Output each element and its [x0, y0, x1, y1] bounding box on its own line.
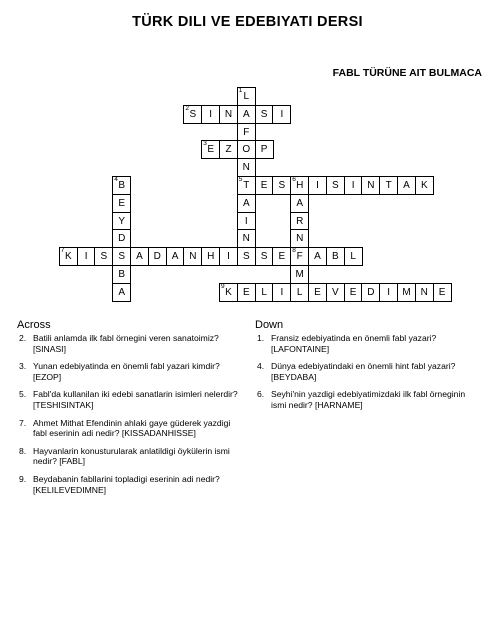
cell-letter: S	[242, 251, 250, 263]
down-clue	[257, 361, 467, 382]
cell-letter: E	[242, 286, 250, 298]
crossword-cell	[112, 247, 131, 266]
crossword-cell	[237, 176, 256, 195]
across-clue	[19, 333, 244, 354]
cell-letter: E	[278, 251, 286, 263]
cell-letter: S	[100, 251, 108, 263]
crossword-cell	[379, 176, 398, 195]
crossword-cell	[112, 176, 131, 195]
crossword-cell	[201, 247, 220, 266]
cell-letter: A	[118, 286, 126, 298]
cell-letter: D	[118, 233, 126, 245]
across-clue	[19, 389, 244, 410]
cell-letter: N	[296, 233, 304, 245]
clue-number: 7.	[19, 417, 27, 428]
crossword-cell	[237, 229, 256, 248]
puzzle-subtitle: FABL TÜRÜNE AIT BULMACA	[332, 67, 482, 79]
crossword-cell	[237, 283, 256, 302]
crossword-cell	[112, 194, 131, 213]
across-clue	[19, 418, 244, 439]
cell-letter: I	[244, 215, 248, 227]
clue-text: Ahmet Mithat Efendinin ahlaki gaye güderek yazdigi fabl eserinin adi nedir? [KISSADANHISSE]	[33, 417, 231, 439]
crossword-cell	[255, 247, 274, 266]
cell-letter: A	[403, 180, 410, 191]
crossword-cell	[379, 283, 398, 302]
cell-number: 1	[238, 87, 243, 94]
clue-text: Seyhi'nin yazdigi edebiyatimizdaki ilk fabl örneginin ismi nedir? [HARNAME]	[271, 389, 466, 410]
down-clue	[257, 333, 467, 354]
cell-letter: T	[243, 180, 250, 191]
page-title: TÜRK DILI VE EDEBIYATI DERSI	[132, 14, 363, 30]
cell-letter: N	[189, 251, 197, 263]
crossword-cell	[130, 247, 149, 266]
cell-number: 2	[185, 104, 190, 112]
cell-letter: I	[84, 251, 88, 263]
cell-letter: S	[331, 180, 339, 191]
cell-letter: N	[224, 108, 233, 120]
cell-letter: N	[420, 286, 428, 298]
cell-letter: O	[242, 144, 251, 156]
cell-letter: D	[153, 251, 161, 263]
crossword-cell	[361, 283, 380, 302]
cell-letter: V	[331, 286, 339, 298]
cell-letter: Y	[118, 215, 126, 227]
crossword-cell	[255, 140, 274, 159]
crossword-cell	[237, 247, 256, 266]
cell-letter: E	[260, 180, 268, 191]
cell-number: 6	[292, 176, 296, 183]
cell-letter: S	[189, 108, 197, 120]
crossword-cell	[344, 283, 363, 302]
crossword-cell	[290, 247, 309, 266]
crossword-cell	[308, 176, 327, 195]
clue-text: Batili anlamda ilk fabl örnegini veren sanatoimiz? [SINASI]	[33, 333, 219, 354]
crossword-cell	[237, 212, 256, 231]
clue-number: 5.	[19, 389, 27, 400]
clue-text: Yunan edebiyatinda en önemli fabl yazari kimdir? [EZOP]	[33, 361, 220, 382]
cell-letter: N	[367, 180, 375, 191]
clue-text: Fabl'da kullanilan iki edebi sanatlarin isimleri nelerdir? [TESHISINTAK]	[33, 389, 238, 410]
crossword-cell	[201, 140, 220, 159]
crossword-cell	[112, 212, 131, 231]
crossword-cell	[361, 176, 380, 195]
cell-letter: H	[296, 180, 304, 191]
crossword-cell	[272, 283, 291, 302]
cell-number: 4	[114, 176, 118, 183]
clue-number: 1.	[257, 333, 265, 343]
crossword-cell	[290, 212, 309, 231]
cell-letter: S	[260, 251, 268, 263]
crossword-cell	[112, 229, 131, 248]
cell-letter: L	[243, 91, 250, 102]
crossword-cell	[272, 247, 291, 266]
crossword-cell	[272, 105, 291, 124]
crossword-cell	[112, 283, 131, 302]
cell-letter: F	[243, 126, 250, 138]
cell-letter: B	[331, 251, 339, 263]
down-clue-list	[257, 333, 467, 418]
crossword-cell	[94, 247, 113, 266]
crossword-cell	[166, 247, 185, 266]
cell-number: 3	[203, 140, 207, 148]
across-clue	[19, 474, 244, 495]
crossword-cell	[183, 105, 202, 124]
cell-letter: A	[242, 197, 250, 209]
crossword-cell	[219, 140, 238, 159]
crossword-cell	[237, 158, 256, 177]
cell-letter: S	[118, 251, 126, 263]
crossword-cell	[433, 283, 452, 302]
crossword-cell	[326, 247, 345, 266]
cell-letter: M	[295, 269, 304, 280]
crossword-cell	[344, 176, 363, 195]
across-heading: Across	[17, 319, 51, 331]
cell-letter: I	[351, 180, 355, 191]
clue-text: Beydabanin fabllarini topladigi eserinin adi nedir? [KELILEVEDIMNE]	[33, 473, 220, 495]
cell-letter: D	[367, 286, 375, 298]
cell-letter: B	[118, 269, 126, 280]
cell-letter: I	[209, 108, 213, 120]
clue-number: 9.	[19, 473, 27, 484]
cell-letter: K	[64, 251, 72, 263]
down-heading: Down	[255, 319, 284, 331]
clue-text: Fransiz edebiyatinda en önemli fabl yazari? [LAFONTAINE]	[271, 333, 437, 354]
crossword-cell	[290, 176, 309, 195]
crossword-cell	[219, 283, 238, 302]
cell-letter: E	[118, 197, 126, 209]
cell-letter: P	[260, 144, 268, 156]
cell-number: 8	[292, 247, 296, 255]
crossword-cell	[326, 176, 345, 195]
crossword-cell	[290, 194, 309, 213]
clue-number: 4.	[257, 361, 265, 372]
cell-letter: A	[171, 251, 179, 263]
crossword-cell	[326, 283, 345, 302]
crossword-cell	[415, 283, 434, 302]
crossword-cell	[237, 87, 256, 106]
cell-letter: A	[296, 197, 304, 209]
cell-letter: A	[136, 251, 143, 263]
down-clue	[257, 389, 467, 410]
cell-letter: L	[350, 251, 356, 263]
crossword-cell	[272, 176, 291, 195]
crossword-cell	[237, 194, 256, 213]
cell-letter: I	[280, 108, 284, 120]
cell-letter: I	[316, 180, 319, 191]
clue-number: 8.	[19, 445, 27, 456]
cell-letter: N	[242, 233, 250, 245]
cell-letter: M	[402, 286, 411, 298]
cell-letter: H	[207, 251, 215, 263]
cell-letter: E	[207, 144, 215, 156]
cell-letter: E	[438, 286, 446, 298]
clue-number: 6.	[257, 389, 265, 400]
crossword-cell	[237, 140, 256, 159]
crossword-cell	[237, 105, 256, 124]
crossword-cell	[308, 247, 327, 266]
cell-letter: L	[261, 286, 267, 298]
cell-letter: I	[387, 286, 391, 298]
crossword-cell	[201, 105, 220, 124]
crossword-cell	[219, 105, 238, 124]
across-clue-list	[19, 333, 244, 502]
clue-text: Hayvanlarin konusturularak anlatildigi öykülerin ismi nedir? [FABL]	[33, 445, 230, 467]
across-clue	[19, 446, 244, 467]
cell-letter: N	[242, 162, 250, 174]
cell-letter: F	[296, 251, 303, 263]
cell-letter: E	[314, 286, 321, 298]
cell-letter: E	[349, 286, 357, 298]
cell-letter: L	[296, 286, 303, 298]
crossword-cell	[77, 247, 96, 266]
crossword-cell	[148, 247, 167, 266]
crossword-cell	[237, 123, 256, 142]
crossword-cell	[397, 176, 416, 195]
clue-number: 2.	[19, 333, 27, 343]
crossword-cell	[397, 283, 416, 302]
crossword-cell	[59, 247, 78, 266]
cell-letter: A	[314, 251, 321, 263]
cell-letter: I	[280, 286, 284, 298]
crossword-cell	[255, 283, 274, 302]
cell-letter: K	[420, 180, 428, 191]
crossword-cell	[308, 283, 327, 302]
crossword-cell	[344, 247, 363, 266]
cell-letter: Z	[225, 144, 232, 156]
crossword-cell	[290, 229, 309, 248]
crossword-cell	[255, 105, 274, 124]
crossword-cell	[290, 265, 309, 284]
clue-text: Dünya edebiyatindaki en önemli hint fabl yazari? [BEYDABA]	[271, 361, 456, 382]
cell-letter: I	[227, 251, 230, 263]
cell-letter: B	[118, 180, 126, 191]
crossword-cell	[183, 247, 202, 266]
cell-letter: R	[296, 215, 304, 227]
cell-number: 5	[238, 176, 243, 183]
crossword-cell	[219, 247, 238, 266]
cell-letter: T	[385, 180, 392, 191]
crossword-cell	[415, 176, 434, 195]
clue-number: 3.	[19, 361, 27, 372]
cell-letter: S	[260, 108, 268, 120]
across-clue	[19, 361, 244, 382]
cell-letter: S	[278, 180, 286, 191]
crossword-cell	[255, 176, 274, 195]
crossword-cell	[290, 283, 309, 302]
cell-number: 7	[60, 247, 65, 255]
cell-number: 9	[221, 282, 225, 290]
cell-letter: K	[225, 286, 232, 298]
cell-letter: A	[242, 108, 250, 120]
crossword-cell	[112, 265, 131, 284]
